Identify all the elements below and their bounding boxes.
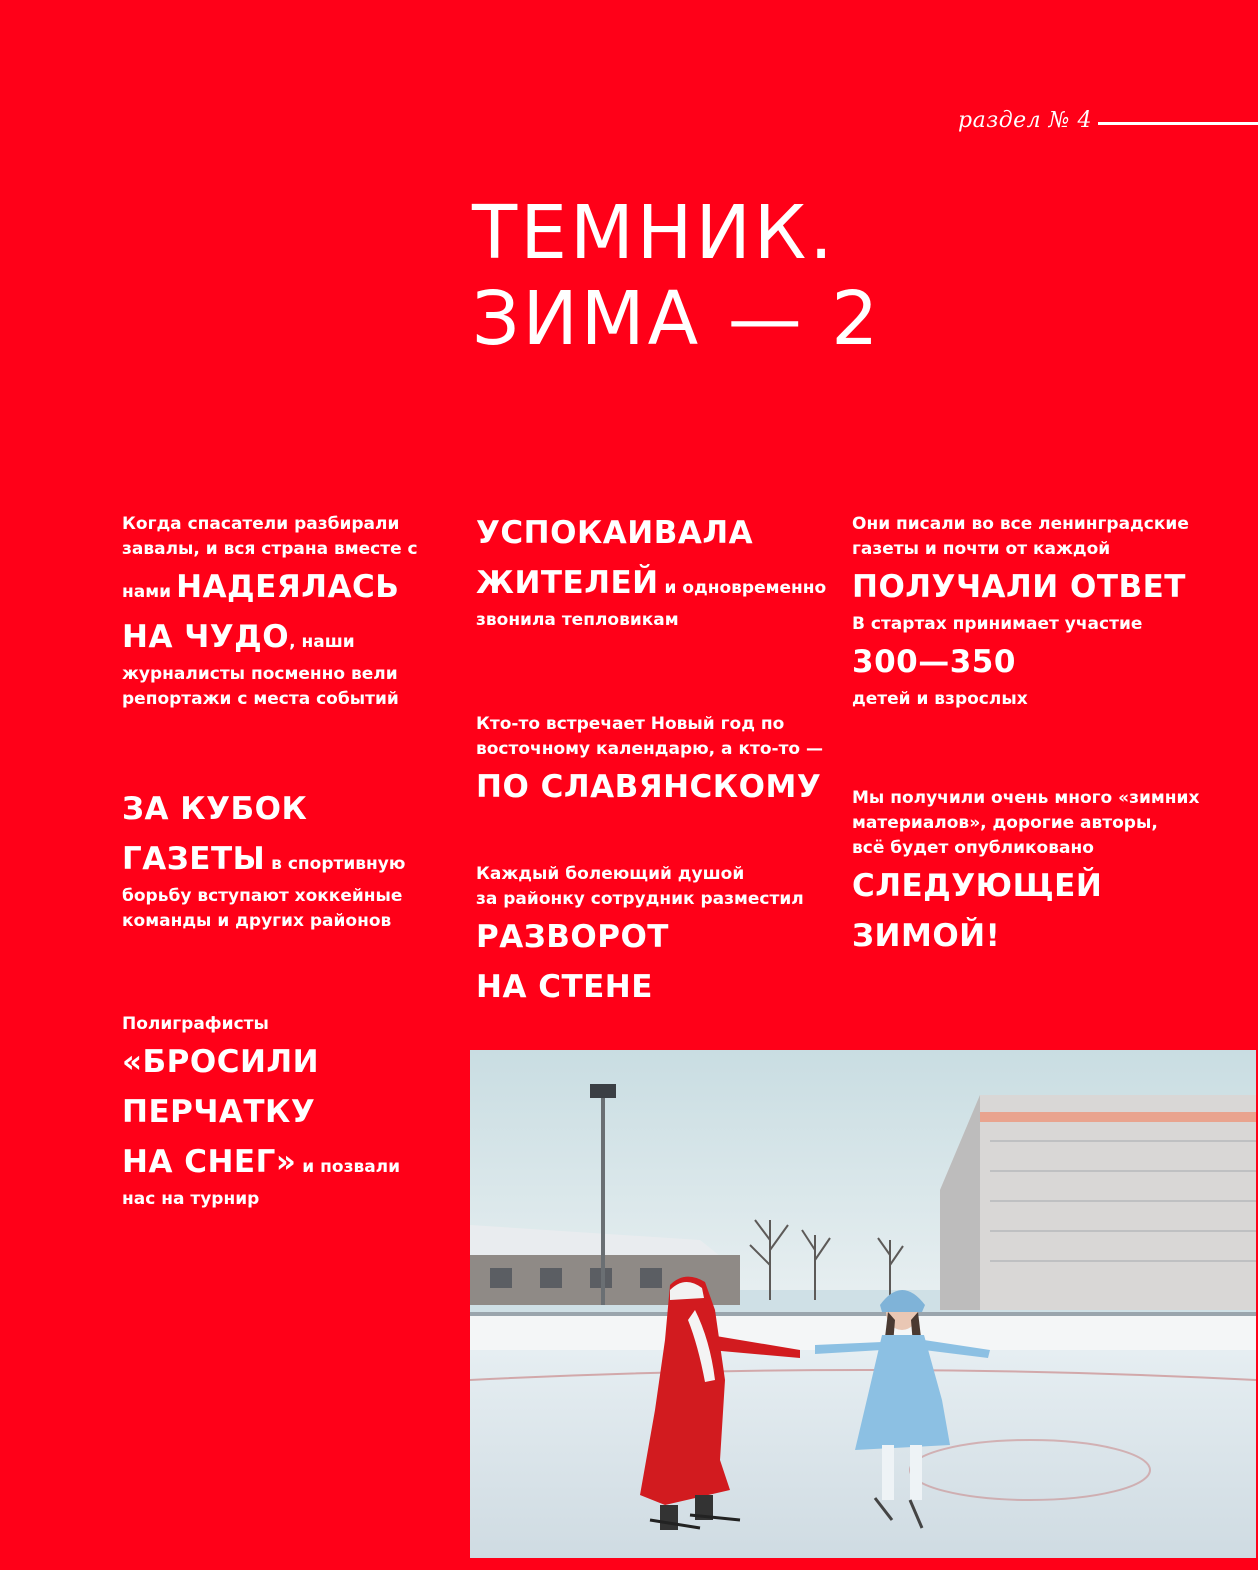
quote-block-cup xyxy=(122,784,462,934)
quote-text: газеты и почти от каждой xyxy=(852,539,1111,559)
quote-text: за районку сотрудник разместил xyxy=(476,889,804,909)
ice-rink-photo xyxy=(470,1050,1256,1558)
quote-headline: ПЕРЧАТКУ xyxy=(122,1094,316,1130)
quote-headline: ЖИТЕЛЕЙ xyxy=(476,565,659,601)
quote-headline: ЗА КУБОК xyxy=(122,791,308,827)
quote-text: звонила тепловикам xyxy=(476,610,679,630)
quote-text: детей и взрослых xyxy=(852,689,1028,709)
quote-text: В стартах принимает участие xyxy=(852,614,1143,634)
section-label: раздел № 4 xyxy=(958,108,1092,133)
quote-text: , наши xyxy=(289,632,355,652)
page-title-line-2: ЗИМА — 2 xyxy=(472,276,882,362)
quote-text: и позвали xyxy=(296,1157,401,1177)
page-title-line-1: ТЕМНИК. xyxy=(472,190,836,276)
quote-headline: 300—350 xyxy=(852,644,1016,680)
quote-headline: НА СНЕГ» xyxy=(122,1144,297,1180)
section-rule xyxy=(1098,122,1258,125)
quote-text: Полиграфисты xyxy=(122,1014,269,1034)
quote-headline: НАДЕЯЛАСЬ xyxy=(176,569,400,605)
quote-text: восточному календарю, а кто-то — xyxy=(476,739,824,759)
quote-headline: ПОЛУЧАЛИ ОТВЕТ xyxy=(852,569,1186,605)
quote-block-answers xyxy=(852,512,1232,712)
quote-headline: НА СТЕНЕ xyxy=(476,969,653,1005)
quote-text: команды и других районов xyxy=(122,911,392,931)
quote-text: и одновременно xyxy=(658,578,827,598)
quote-line xyxy=(122,1137,462,1187)
quote-text: журналисты посменно вели xyxy=(122,664,398,684)
quote-text: нами xyxy=(122,582,172,602)
quote-block-residents xyxy=(476,508,836,633)
quote-block-new-year xyxy=(476,712,846,812)
quote-line xyxy=(122,834,462,884)
ice-rink-illustration xyxy=(470,1050,1256,1558)
quote-line xyxy=(122,612,462,662)
quote-text: всё будет опубликовано xyxy=(852,838,1094,858)
quote-block-rescuers xyxy=(122,512,462,712)
quote-line xyxy=(476,558,836,608)
quote-headline: «БРОСИЛИ xyxy=(122,1044,320,1080)
quote-block-printers xyxy=(122,1012,462,1212)
quote-headline: НА ЧУДО xyxy=(122,619,290,655)
quote-headline: УСПОКАИВАЛА xyxy=(476,515,754,551)
quote-text: нас на турнир xyxy=(122,1189,260,1209)
quote-text: Они писали во все ленинградские xyxy=(852,514,1189,534)
quote-text: Каждый болеющий душой xyxy=(476,864,745,884)
quote-text: репортажи с места событий xyxy=(122,689,399,709)
quote-text: борьбу вступают хоккейные xyxy=(122,886,403,906)
quote-text: Кто-то встречает Новый год по xyxy=(476,714,785,734)
quote-block-spread xyxy=(476,862,846,1012)
quote-headline: ГАЗЕТЫ xyxy=(122,841,266,877)
quote-text: завалы, и вся страна вместе с xyxy=(122,539,418,559)
quote-text: Мы получили очень много «зимних xyxy=(852,788,1200,808)
quote-line xyxy=(122,562,462,612)
sports-hall xyxy=(940,1095,1256,1310)
quote-text: Когда спасатели разбирали xyxy=(122,514,400,534)
page-title xyxy=(472,190,881,362)
quote-headline: СЛЕДУЮЩЕЙ xyxy=(852,868,1103,904)
quote-text: в спортивную xyxy=(265,854,406,874)
quote-headline: ПО СЛАВЯНСКОМУ xyxy=(476,769,822,805)
quote-block-next-winter xyxy=(852,786,1232,961)
quote-headline: РАЗВОРОТ xyxy=(476,919,669,955)
quote-text: материалов», дорогие авторы, xyxy=(852,813,1158,833)
quote-headline: ЗИМОЙ! xyxy=(852,918,1001,954)
rink-ice xyxy=(470,1350,1256,1558)
